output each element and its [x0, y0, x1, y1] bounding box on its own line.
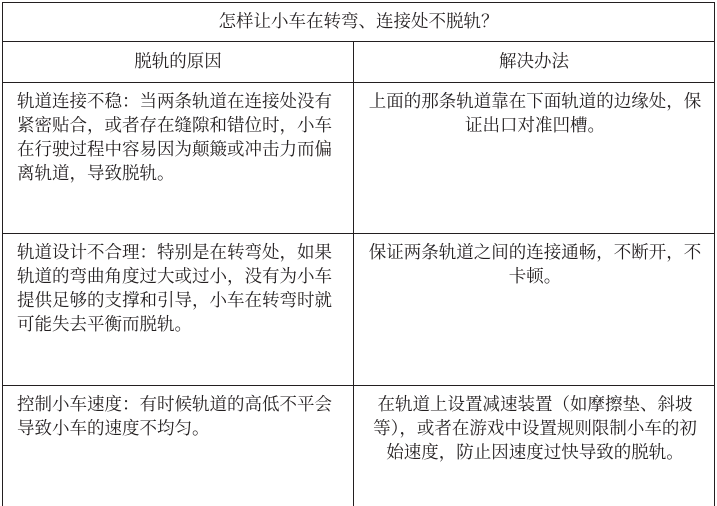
header-cause: 脱轨的原因: [3, 42, 354, 83]
derailment-table: [2, 2, 715, 506]
solution-cell: 保证两条轨道之间的连接通畅，不断开，不卡顿。: [354, 234, 715, 386]
cause-cell: 轨道设计不合理：特别是在转弯处，如果轨道的弯曲角度过大或过小，没有为小车提供足够的支撑和引导，小车在转弯时就可能失去平衡而脱轨。: [3, 234, 354, 386]
header-row: [3, 42, 715, 83]
table-row: [3, 386, 715, 506]
table-row: [3, 234, 715, 386]
header-solution: 解决办法: [354, 42, 715, 83]
table-title: 怎样让小车在转弯、连接处不脱轨？: [3, 3, 715, 42]
cause-cell: 轨道连接不稳：当两条轨道在连接处没有紧密贴合，或者存在缝隙和错位时，小车在行驶过程中容易因为颠簸或冲击力而偏离轨道，导致脱轨。: [3, 83, 354, 234]
title-row: [3, 3, 715, 42]
cause-cell: 控制小车速度：有时候轨道的高低不平会导致小车的速度不均匀。: [3, 386, 354, 506]
solution-cell: 上面的那条轨道靠在下面轨道的边缘处，保证出口对准凹槽。: [354, 83, 715, 234]
table-row: [3, 83, 715, 234]
solution-cell: 在轨道上设置减速装置（如摩擦垫、斜坡等），或者在游戏中设置规则限制小车的初始速度，防止因速度过快导致的脱轨。: [354, 386, 715, 506]
